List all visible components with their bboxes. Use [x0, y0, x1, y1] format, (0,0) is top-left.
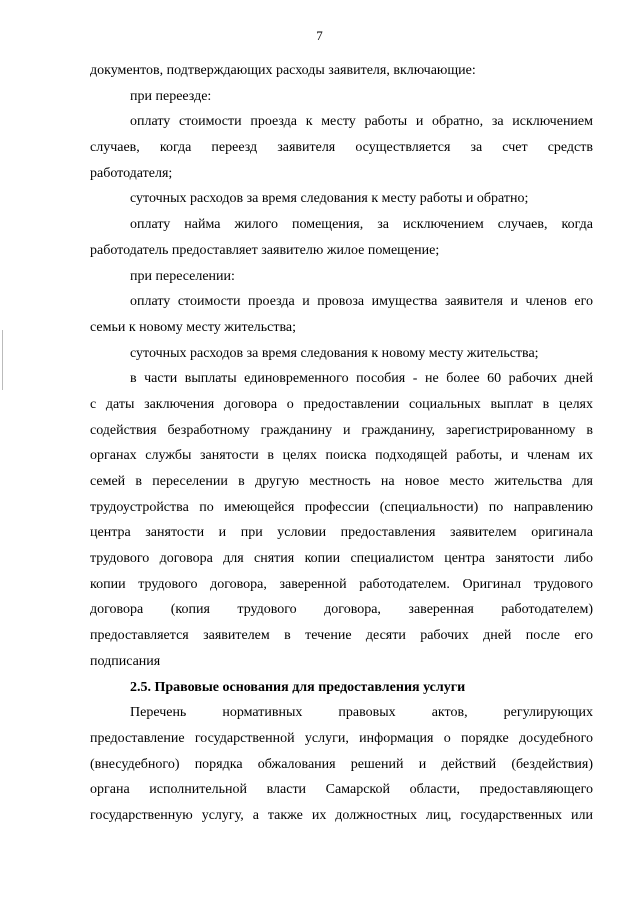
text-line: документов, подтверждающих расходы заявителя, включающие: [90, 63, 476, 78]
text-line: трудового договора для снятия копии специалистом центра занятости либо [90, 551, 593, 567]
text-line: случаев, когда переезд заявителя осуществляется за счет средств [90, 140, 593, 156]
text-line: Перечень нормативных правовых актов, регулирующих [130, 705, 593, 721]
scan-edge-mark [2, 330, 3, 390]
text-line: суточных расходов за время следования к месту работы и обратно; [130, 191, 529, 207]
text-line: предоставление государственной услуги, информация о порядке досудебного [90, 730, 593, 746]
text-line: при переезде: [130, 88, 212, 104]
text-line: (внесудебного) порядка обжалования решений и действий (бездействия) [90, 756, 593, 772]
text-line: в части выплаты единовременного пособия - не более 60 рабочих дней [130, 371, 593, 387]
text-line: при переселении: [130, 268, 235, 284]
text-line: работодателя; [90, 165, 173, 181]
paragraph-block-after-heading [90, 700, 593, 828]
text-line: суточных расходов за время следования к новому месту жительства; [130, 345, 539, 361]
text-line: подписания [90, 653, 161, 669]
text-line: договора (копия трудового договора, заверенная работодателем) [90, 602, 593, 618]
text-line: содействия безработному гражданину и гражданину, зарегистрированному в [90, 422, 593, 438]
text-line: работодатель предоставляет заявителю жилое помещение; [90, 242, 440, 258]
section-heading: 2.5. Правовые основания для предоставления услуги [130, 679, 466, 695]
text-line: оплату стоимости проезда к месту работы и обратно, за исключением [130, 114, 593, 130]
text-line: государственную услугу, а также их должностных лиц, государственных или [90, 807, 593, 823]
text-line: семьи к новому месту жительства; [90, 319, 297, 335]
text-line: копии трудового договора, заверенной работодателем. Оригинал трудового [90, 576, 593, 592]
page-number: 7 [316, 28, 323, 43]
text-line: оплату стоимости проезда и провоза имущества заявителя и членов его [130, 294, 593, 310]
text-line: трудоустройства по имеющейся профессии (специальности) по направлению [90, 499, 593, 515]
document-body [90, 58, 593, 829]
text-line: центра занятости и при условии предоставления заявителем оригинала [90, 525, 593, 541]
text-line: семей в переселении в другую местность на новое место жительства для [90, 474, 593, 489]
text-line: предоставляется заявителем в течение десяти рабочих дней после его [90, 628, 593, 644]
text-line: оплату найма жилого помещения, за исключением случаев, когда [130, 217, 593, 233]
text-line: органах службы занятости в целях поиска подходящей работы, и членам их [90, 448, 593, 464]
text-line: с даты заключения договора о предоставлении социальных выплат в целях [90, 396, 593, 412]
text-line: органа исполнительной власти Самарской области, предоставляющего [90, 782, 593, 798]
paragraph-block [90, 58, 593, 675]
